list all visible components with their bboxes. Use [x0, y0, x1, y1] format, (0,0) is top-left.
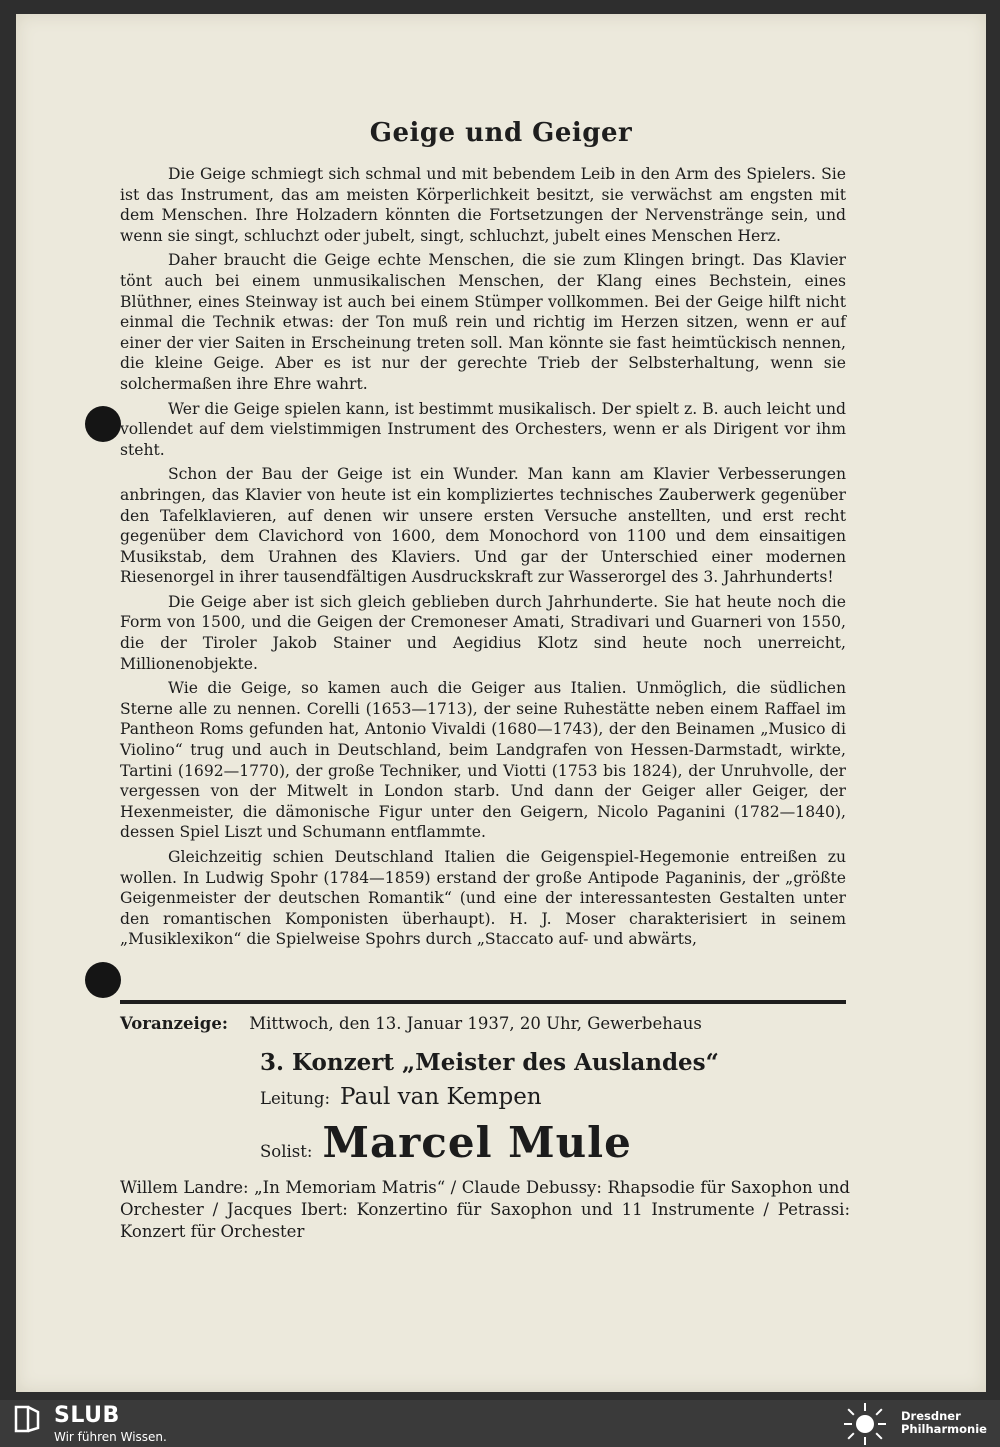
slub-tagline: Wir führen Wissen. — [54, 1430, 167, 1444]
punch-hole — [85, 962, 121, 998]
section-divider — [120, 1000, 846, 1004]
paragraph: Gleichzeitig schien Deutschland Italien die Geigenspiel-Hegemonie entreißen zu wollen. In Ludwig Spohr (1784—1859) erstand der große Antipode Paganinis, der „größte Geigenmeister der deutschen Romantik“ (und eine der interessantesten Gestalten unter den romantischen Komponisten überhaupt). H. J. Moser charakterisiert in seinem „Musiklexikon“ die Spielweise Spohrs durch „Staccato auf- und abwärts, — [120, 848, 846, 949]
dresdner-philharmonie-brand[interactable] — [901, 1410, 987, 1436]
concert-program: Willem Landre: „In Memoriam Matris“ / Claude Debussy: Rhapsodie für Saxophon und Orchester / Jacques Ibert: Konzertino für Saxophon und 11 Instrumente / Petrassi: Konzert für Orchester — [120, 1178, 850, 1241]
announcement-header — [120, 1014, 850, 1033]
dresdner-philharmonie-logo-icon — [840, 1402, 890, 1446]
paragraph: Daher braucht die Geige echte Menschen, die sie zum Klingen bringt. Das Klavier tönt auch bei einem unmusikalischen Menschen, der Klang eines Bechstein, eines Blüthner, eines Steinway ist auch bei einem Stümper vollkommen. Bei der Geige hilft nicht einmal die Technik etwas: der Ton muß rein und richtig im Herzen sitzen, wenn er auf einer der vier Saiten in Erscheinung treten soll. Man könnte sie fast heimtückisch nennen, die kleine Geige. Aber es ist nur der gerechte Trieb der Selbsterhaltung, wenn sie solchermaßen ihre Ehre wahrt. — [120, 251, 846, 393]
paragraph: Schon der Bau der Geige ist ein Wunder. Man kann am Klavier Verbesserungen anbringen, das Klavier von heute ist ein kompliziertes technisches Zauberwerk gegenüber den Tafelklavieren, auf denen wir unsere ersten Versuche anstellten, und erst recht gegenüber dem Clavichord von 1600, dem Monochord von 1100 und dem einsaitigen Musikstab, dem Urahnen des Klaviers. Und gar der Unterschied einer modernen Riesenorgel in ihrer tausendfältigen Ausdruckskraft zur Wasserorgel des 3. Jahrhunderts! — [120, 465, 846, 587]
soloist-label: Solist: — [260, 1142, 313, 1161]
punch-hole — [85, 406, 121, 442]
concert-announcement — [120, 1014, 850, 1243]
paragraph: Die Geige schmiegt sich schmal und mit bebendem Leib in den Arm des Spielers. Sie ist das Instrument, das am meisten Körperlichkeit besitzt, sie verwächst am engsten mit dem Menschen. Ihre Holzadern könnten die Fortsetzungen der Nervenstränge sein, und wenn sie singt, schluchzt oder jubelt, singt, schluchzt, jubelt eines Menschen Herz. — [120, 165, 846, 245]
document-page — [16, 14, 986, 1392]
viewer-footer — [0, 1400, 1000, 1447]
conductor-name: Paul van Kempen — [340, 1084, 542, 1110]
concert-title: 3. Konzert „Meister des Auslandes“ — [260, 1049, 719, 1076]
page-title: Geige und Geiger — [369, 118, 633, 148]
paragraph: Wie die Geige, so kamen auch die Geiger aus Italien. Unmöglich, die südlichen Sterne alle zu nennen. Corelli (1653—1713), der seine Ruhestätte neben einem Raffael im Pantheon Roms gefunden hat, Antonio Vivaldi (1680—1743), der den Beinamen „Musico di Violino“ trug und auch in Deutschland, beim Landgrafen von Hessen-Darmstadt, wirkte, Tartini (1692—1770), der große Techniker, und Viotti (1753 bis 1824), der Unruhvolle, der vergessen von der Mitwelt in London starb. Und dann der Geiger aller Geiger, der Hexenmeister, die dämonische Figur unter den Geigern, Nicolo Paganini (1782—1840), dessen Spiel Liszt und Schumann entflammte. — [120, 679, 846, 842]
slub-brand[interactable]: SLUB — [54, 1403, 120, 1428]
paragraph: Die Geige aber ist sich gleich geblieben durch Jahrhunderte. Sie hat heute noch die Form von 1500, und die Geigen der Cremoneser Amati, Stradivari und Guarneri von 1550, die der Tiroler Jakob Stainer und Aegidius Klotz sind heute noch unerreicht, Millionenobjekte. — [120, 592, 846, 673]
soloist-name: Marcel Mule — [322, 1118, 632, 1167]
dp-name-line1: Dresdner — [901, 1409, 961, 1423]
conductor-label: Leitung: — [260, 1089, 331, 1108]
dp-name-line2: Philharmonie — [901, 1422, 987, 1436]
announcement-date: Mittwoch, den 13. Januar 1937, 20 Uhr, Gewerbehaus — [249, 1014, 702, 1033]
slub-logo-icon — [14, 1404, 40, 1434]
announcement-label: Voranzeige: — [120, 1014, 228, 1033]
paragraph: Wer die Geige spielen kann, ist bestimmt musikalisch. Der spielt z. B. auch leicht und vollendet auf dem vielstimmigen Instrument des Orchesters, wenn er als Dirigent vor ihm steht. — [120, 399, 846, 459]
soloist-row — [260, 1118, 850, 1167]
conductor-row — [260, 1084, 850, 1110]
article-body — [120, 164, 846, 954]
